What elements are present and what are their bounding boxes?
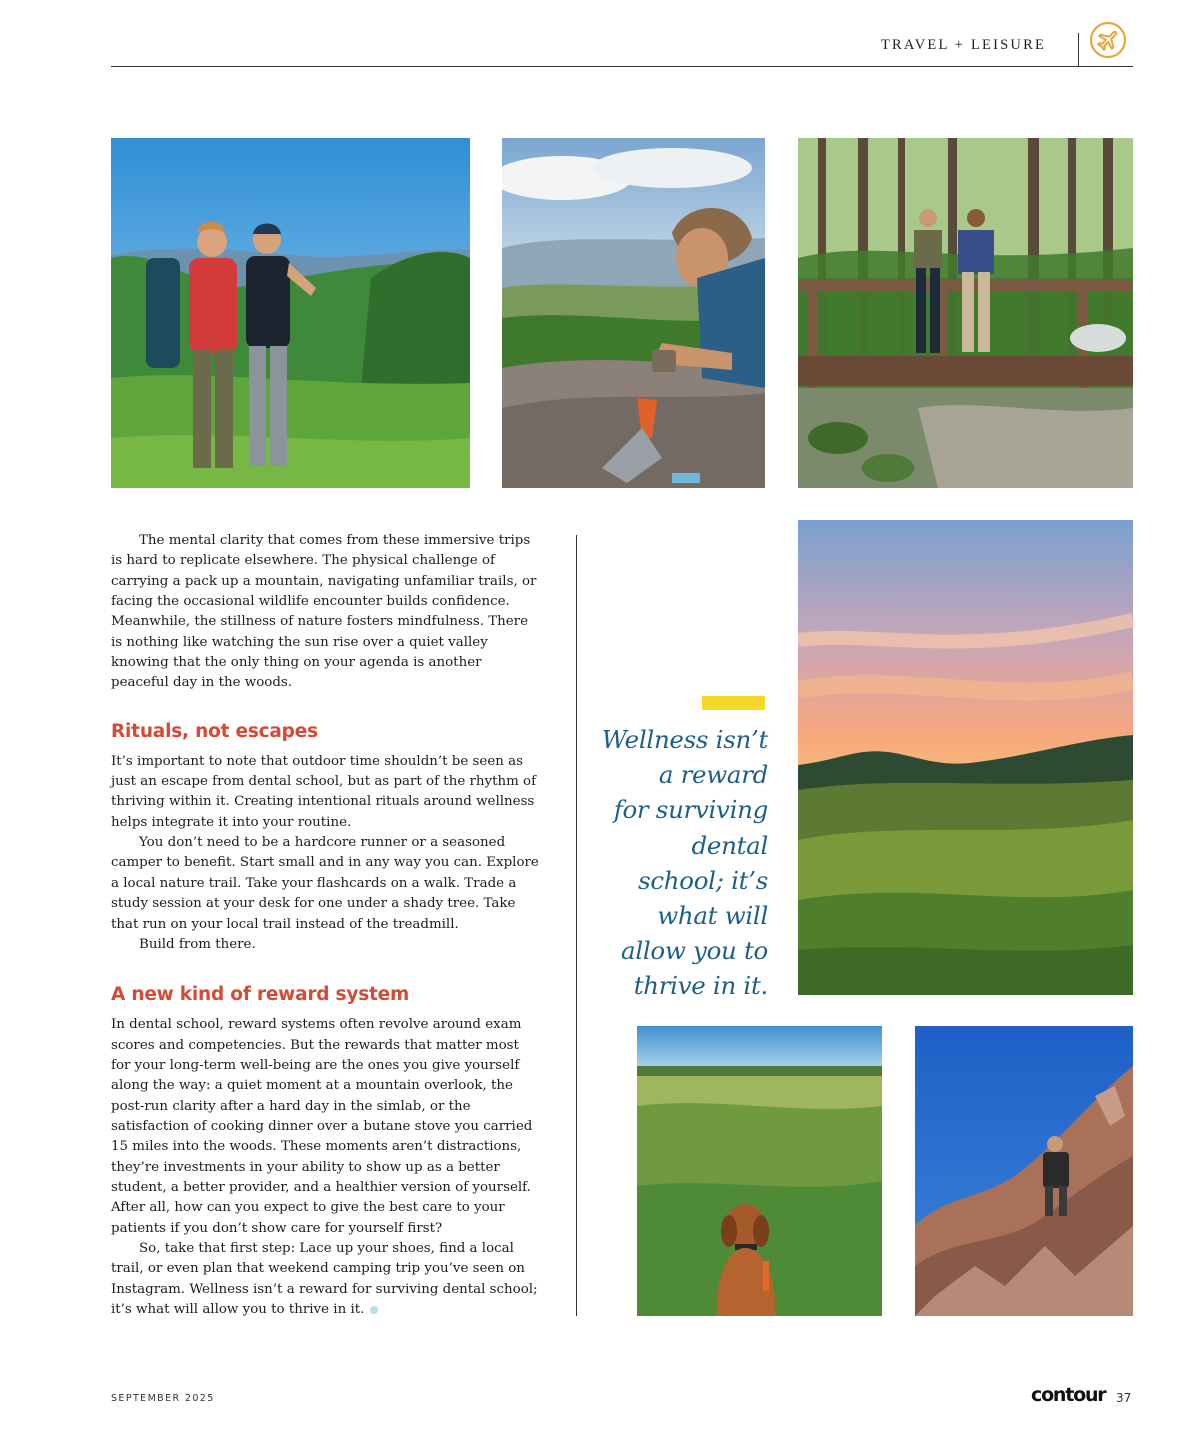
reward-paragraph-1: In dental school, reward systems often revolve around exam scores and competencies. But the rewards that matter most for your long-term well-being are the ones you give yourself along the way: a quiet moment at a mountain overlook, the post-run clarity after a hard day in the simlab, or the satisfaction of cooking dinner over a butane stove you carried 15 miles into the woods. These moments aren’t distractions, they’re investments in your ability to show up as a better student, a better provider, and a healthier version of yourself. After all, how can you expect to give the best care to your patients if you don’t show care for yourself first?	[111, 1017, 533, 1236]
camp-stove-overlook-photo	[502, 138, 765, 488]
reward-paragraph-2	[111, 1239, 541, 1320]
pull-quote-line: for surviving	[613, 795, 768, 825]
end-mark-icon	[370, 1306, 378, 1314]
rituals-paragraph-3: Build from there.	[139, 936, 256, 952]
heading-rituals: Rituals, not escapes	[111, 720, 318, 742]
section-label: TRAVEL + LEISURE	[880, 37, 1046, 53]
header-divider	[1078, 33, 1079, 67]
issue-date: SEPTEMBER 2025	[111, 1393, 215, 1404]
reward-paragraph-2-text: So, take that first step: Lace up your shoes, find a local trail, or even plan that weekend camping trip you’ve seen on Instagram. Wellness isn’t a reward for surviving dental school; it’s what will allow you to thrive in it.	[111, 1240, 538, 1317]
magazine-logo: contour	[1031, 1384, 1106, 1406]
pull-quote-line: dental	[691, 830, 768, 860]
intro-paragraph: The mental clarity that comes from these immersive trips is hard to replicate elsewhere. The physical challenge of carrying a pack up a mountain, navigating unfamiliar trails, or facing the occasional wildlife encounter builds confidence. Meanwhile, the stillness of nature fosters mindfulness. There is nothing like watching the sun rise over a quiet valley knowing that the only thing on your agenda is another peaceful day in the woods.	[111, 533, 537, 691]
article-column	[111, 531, 541, 1320]
pull-quote-line: a reward	[658, 760, 768, 790]
dog-in-field-photo	[637, 1026, 882, 1316]
column-divider	[576, 535, 577, 1316]
rock-climb-photo	[915, 1026, 1133, 1316]
page-number: 37	[1116, 1391, 1132, 1405]
pull-quote-line: Wellness isn’t	[601, 725, 768, 754]
heading-reward-system: A new kind of reward system	[111, 984, 410, 1006]
hikers-on-summit-photo	[111, 138, 470, 488]
rituals-paragraph-1: It’s important to note that outdoor time shouldn’t be seen as just an escape from dental school, but as part of the rhythm of thriving within it. Creating intentional rituals around wellness helps integrate it into your routine.	[111, 753, 537, 830]
log-bridge-forest-photo	[798, 138, 1133, 488]
pull-quote-line: allow you to	[621, 936, 768, 966]
pull-quote-line: thrive in it.	[633, 971, 768, 1001]
pull-quote-line: school; it’s	[638, 865, 768, 895]
rituals-paragraph-2: You don’t need to be a hardcore runner or a seasoned camper to benefit. Start small and in any way you can. Explore a local nature trail. Take your flashcards on a walk. Trade a study session at your desk for one under a shady tree. Take that run on your local trail instead of the treadmill.	[111, 835, 539, 932]
airplane-icon	[1089, 21, 1127, 59]
pull-quote	[596, 722, 768, 1004]
header-rule	[111, 66, 1133, 67]
pull-quote-line: what will	[657, 901, 768, 931]
sunset-meadow-photo	[798, 520, 1133, 995]
pull-quote-accent-bar	[702, 696, 765, 710]
